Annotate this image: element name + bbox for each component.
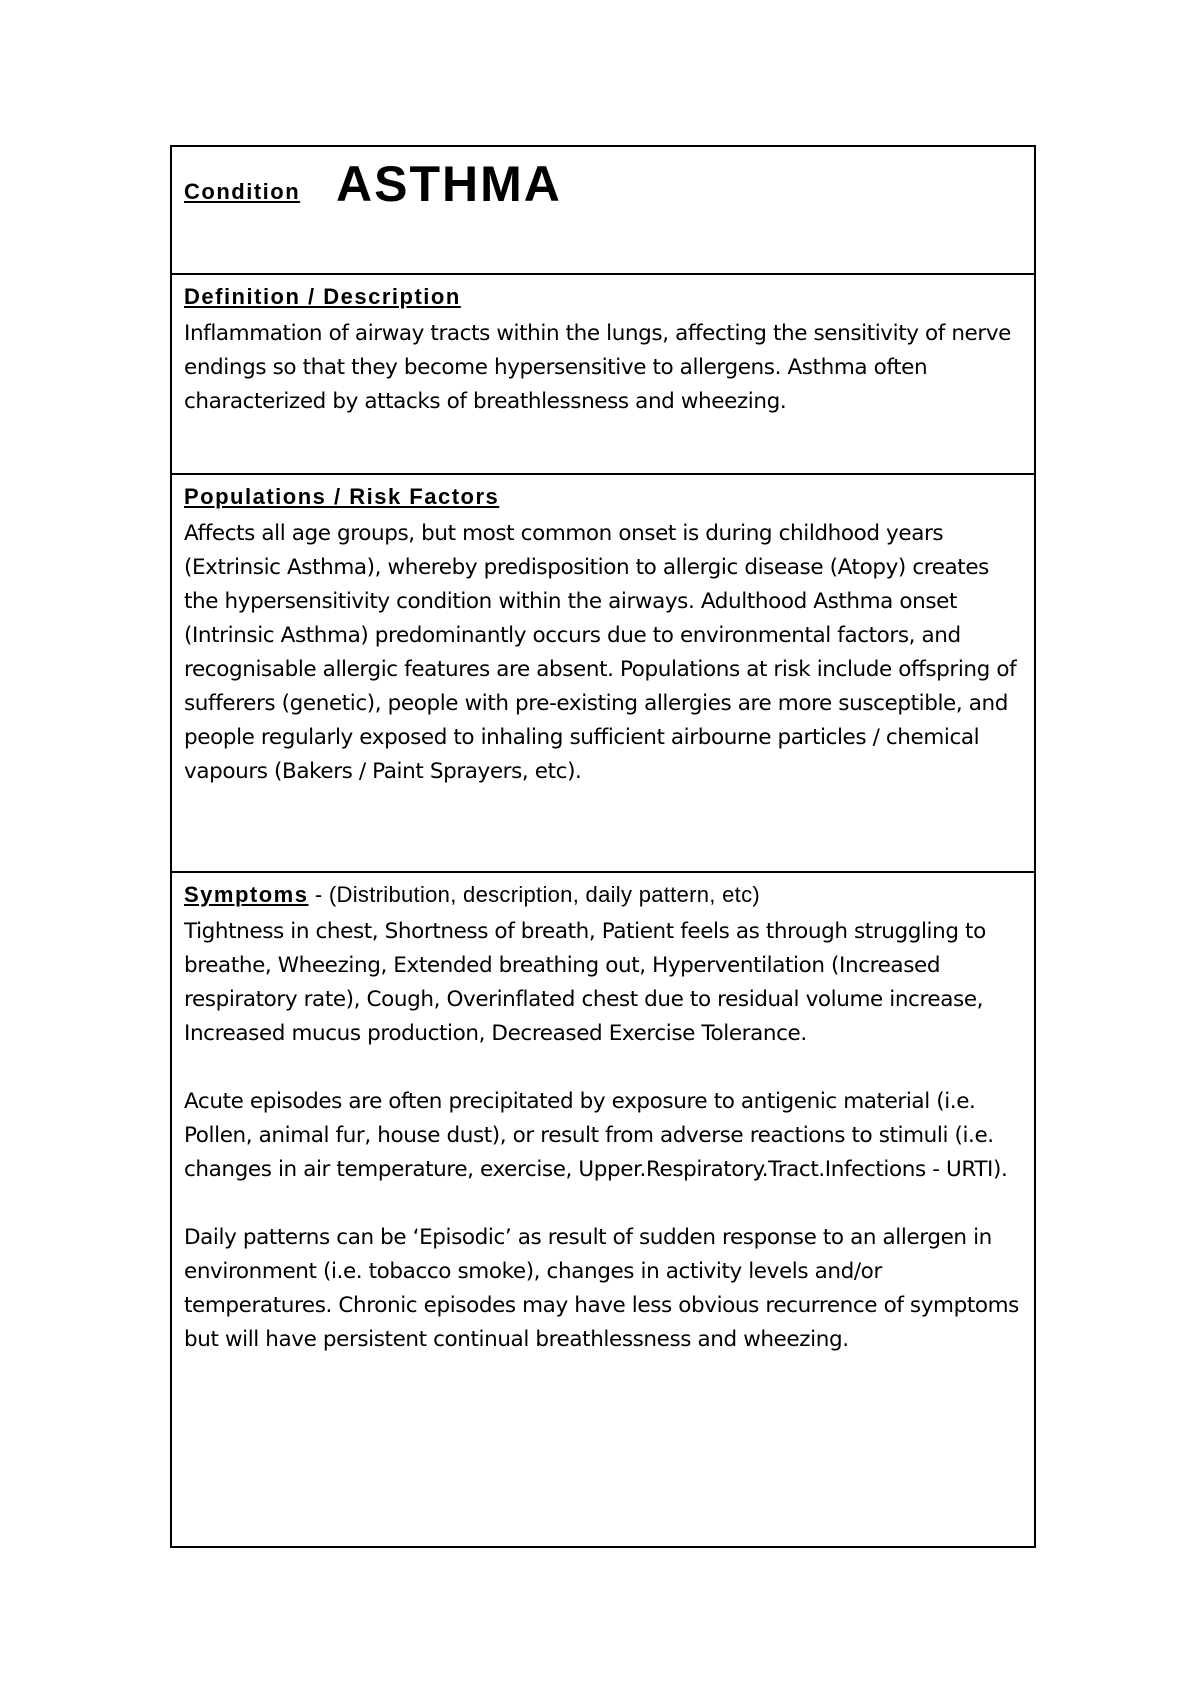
definition-label: Definition / Description xyxy=(184,284,461,309)
condition-label: Condition xyxy=(184,179,301,204)
definition-heading xyxy=(184,275,1022,317)
populations-label: Populations / Risk Factors xyxy=(184,484,500,509)
populations-text: Affects all age groups, but most common onset is during childhood years (Extrinsic Asthma), whereby predisposition to allergic disease (Atopy) creates the hypersensitivity condition within the airways. Adulthood Asthma onset (Intrinsic Asthma) predominantly occurs due to environmental factors, and recognisable allergic features are absent. Populations at risk include offspring of sufferers (genetic), people with pre-existing allergies are more susceptible, and people regularly exposed to inhaling sufficient airbourne particles / chemical vapours (Bakers / Paint Sprayers, etc). xyxy=(184,521,1017,784)
populations-heading xyxy=(184,475,1022,517)
condition-sheet xyxy=(170,145,1036,1548)
definition-section xyxy=(172,275,1034,475)
definition-text: Inflammation of airway tracts within the lungs, affecting the sensitivity of nerve endings so that they become hypersensitive to allergens. Asthma often characterized by attacks of breathlessness and wheezing. xyxy=(184,321,1011,414)
symptoms-paragraph: Acute episodes are often precipitated by exposure to antigenic material (i.e. Pollen, animal fur, house dust), or result from adverse reactions to stimuli (i.e. changes in air temperature, exercise, Upper.Respiratory.Tract.Infections - URTI). xyxy=(184,1089,1008,1182)
symptoms-label: Symptoms xyxy=(184,882,309,907)
symptoms-heading xyxy=(184,873,1022,915)
populations-section xyxy=(172,475,1034,873)
symptoms-subtitle: - (Distribution, description, daily pattern, etc) xyxy=(308,882,760,907)
symptoms-section xyxy=(172,873,1034,1546)
symptoms-paragraph: Tightness in chest, Shortness of breath, Patient feels as through struggling to breathe, Wheezing, Extended breathing out, Hyperventilation (Increased respiratory rate), Cough, Overinflated chest due to residual volume increase, Increased mucus production, Decreased Exercise Tolerance. xyxy=(184,919,986,1046)
symptoms-paragraph: Daily patterns can be ‘Episodic’ as result of sudden response to an allergen in environment (i.e. tobacco smoke), changes in activity levels and/or temperatures. Chronic episodes may have less obvious recurrence of symptoms but will have persistent continual breathlessness and wheezing. xyxy=(184,1225,1019,1352)
condition-section xyxy=(172,147,1034,275)
condition-title: ASTHMA xyxy=(336,156,562,212)
